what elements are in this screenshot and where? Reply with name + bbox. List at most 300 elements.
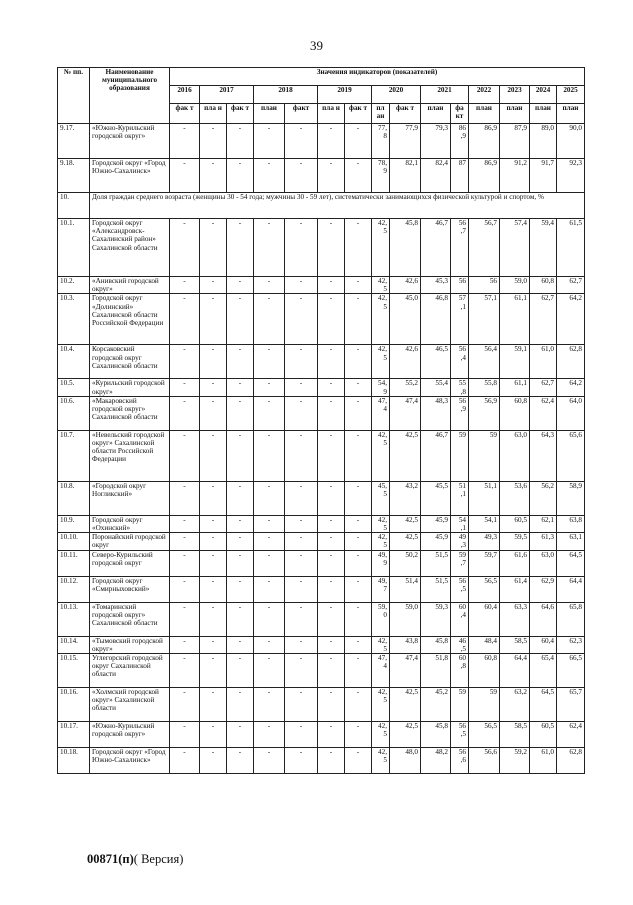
municipality-name: Северо-Курильский городской округ: [90, 550, 170, 576]
value-cell: -: [345, 379, 372, 396]
value-cell: 63,3: [500, 602, 530, 636]
municipality-name: Городской округ «Александровск-Сахалинский район» Сахалинской области: [90, 219, 170, 277]
value-cell: 49,3: [469, 533, 500, 550]
value-cell: -: [200, 345, 227, 379]
municipality-name: Городской округ «Смирныховский»: [90, 576, 170, 602]
value-cell: 87,9: [500, 124, 530, 159]
value-cell: -: [318, 636, 345, 653]
value-cell: 64,5: [530, 688, 557, 722]
footer-code: 00871(п)( Версия): [87, 852, 184, 866]
value-cell: 82,4: [421, 159, 451, 193]
indicators-table: [57, 67, 585, 774]
value-cell: -: [200, 636, 227, 653]
value-cell: -: [345, 481, 372, 515]
value-cell: -: [254, 533, 285, 550]
value-cell: -: [254, 722, 285, 748]
value-cell: -: [200, 124, 227, 159]
value-cell: 46,5: [421, 345, 451, 379]
year-header: 2021: [421, 86, 469, 104]
value-cell: 51,5: [421, 550, 451, 576]
value-cell: -: [170, 688, 200, 722]
subheader-cell: план: [469, 104, 500, 124]
value-cell: -: [285, 722, 318, 748]
value-cell: -: [318, 277, 345, 294]
value-cell: 63,2: [500, 688, 530, 722]
municipality-name: Поронайский городской округ: [90, 533, 170, 550]
value-cell: 46,7: [421, 219, 451, 277]
value-cell: 58,9: [557, 481, 585, 515]
row-number: 10.7.: [58, 430, 90, 481]
table-row: [58, 722, 585, 748]
value-cell: -: [318, 124, 345, 159]
value-cell: -: [318, 722, 345, 748]
year-header: 2022: [469, 86, 500, 104]
value-cell: -: [200, 602, 227, 636]
value-cell: -: [285, 515, 318, 532]
value-cell: 90,0: [557, 124, 585, 159]
value-cell: 48,4: [469, 636, 500, 653]
value-cell: 42, 5: [372, 294, 390, 345]
value-cell: 42,6: [390, 345, 421, 379]
value-cell: 55,8: [469, 379, 500, 396]
value-cell: -: [254, 277, 285, 294]
value-cell: -: [345, 748, 372, 774]
value-cell: -: [345, 345, 372, 379]
value-cell: 65,7: [557, 688, 585, 722]
value-cell: -: [170, 654, 200, 688]
value-cell: 61,6: [500, 550, 530, 576]
table-row: [58, 124, 585, 159]
value-cell: -: [318, 379, 345, 396]
value-cell: 86 ,9: [451, 124, 469, 159]
value-cell: -: [345, 688, 372, 722]
value-cell: 48,0: [390, 748, 421, 774]
value-cell: 56,2: [530, 481, 557, 515]
value-cell: -: [345, 294, 372, 345]
table-row: [58, 636, 585, 653]
value-cell: 54 ,1: [451, 515, 469, 532]
municipality-name: «Макаровский городской округ» Сахалинской области: [90, 396, 170, 430]
municipality-name: Городской округ «Охинский»: [90, 515, 170, 532]
row-number: 10.14.: [58, 636, 90, 653]
table-row: [58, 748, 585, 774]
value-cell: 42,5: [390, 688, 421, 722]
value-cell: -: [200, 515, 227, 532]
value-cell: 46 ,5: [451, 636, 469, 653]
value-cell: -: [254, 124, 285, 159]
value-cell: -: [285, 379, 318, 396]
value-cell: -: [318, 602, 345, 636]
value-cell: 59,5: [500, 533, 530, 550]
value-cell: -: [200, 688, 227, 722]
value-cell: 60,8: [500, 396, 530, 430]
value-cell: 55,2: [390, 379, 421, 396]
value-cell: 47, 4: [372, 396, 390, 430]
value-cell: 77,9: [390, 124, 421, 159]
value-cell: -: [227, 481, 254, 515]
value-cell: 91,2: [500, 159, 530, 193]
value-cell: -: [345, 159, 372, 193]
value-cell: 51,5: [421, 576, 451, 602]
subheader-cell: фак т: [390, 104, 421, 124]
value-cell: -: [227, 159, 254, 193]
value-cell: -: [227, 396, 254, 430]
value-cell: 91,7: [530, 159, 557, 193]
value-cell: 62,4: [530, 396, 557, 430]
value-cell: 62,7: [557, 277, 585, 294]
value-cell: -: [285, 159, 318, 193]
value-cell: 56 ,4: [451, 345, 469, 379]
row-number: 10.13.: [58, 602, 90, 636]
value-cell: -: [227, 722, 254, 748]
row-number: 10.3.: [58, 294, 90, 345]
value-cell: -: [285, 396, 318, 430]
value-cell: -: [200, 654, 227, 688]
value-cell: 77, 8: [372, 124, 390, 159]
value-cell: 65,6: [557, 430, 585, 481]
value-cell: 45,9: [421, 515, 451, 532]
value-cell: 54, 9: [372, 379, 390, 396]
value-cell: 64,4: [557, 576, 585, 602]
row-number: 10.5.: [58, 379, 90, 396]
value-cell: 42, 5: [372, 636, 390, 653]
value-cell: 60,4: [530, 636, 557, 653]
year-header: 2023: [500, 86, 530, 104]
value-cell: 61,0: [530, 748, 557, 774]
value-cell: 45,2: [421, 688, 451, 722]
value-cell: 45,9: [421, 533, 451, 550]
value-cell: 49, 7: [372, 576, 390, 602]
year-header: 2020: [372, 86, 421, 104]
value-cell: -: [254, 159, 285, 193]
table-row: [58, 430, 585, 481]
value-cell: -: [227, 688, 254, 722]
value-cell: 60,8: [530, 277, 557, 294]
value-cell: 56 ,5: [451, 722, 469, 748]
value-cell: -: [318, 294, 345, 345]
value-cell: 60 ,8: [451, 654, 469, 688]
value-cell: 62,4: [557, 722, 585, 748]
value-cell: -: [345, 602, 372, 636]
subheader-cell: план: [557, 104, 585, 124]
header-name: Наименование муниципального образования: [90, 68, 170, 124]
header-num: № пп.: [58, 68, 90, 124]
value-cell: 49 ,3: [451, 533, 469, 550]
value-cell: 51,1: [469, 481, 500, 515]
value-cell: 65,8: [557, 602, 585, 636]
value-cell: 45,5: [421, 481, 451, 515]
municipality-name: «Курильский городской округ»: [90, 379, 170, 396]
value-cell: -: [227, 576, 254, 602]
value-cell: 61,5: [557, 219, 585, 277]
value-cell: 58,5: [500, 636, 530, 653]
value-cell: 63,0: [500, 430, 530, 481]
value-cell: 59: [451, 430, 469, 481]
value-cell: 62,8: [557, 748, 585, 774]
value-cell: -: [254, 602, 285, 636]
value-cell: -: [254, 748, 285, 774]
value-cell: -: [170, 219, 200, 277]
value-cell: -: [254, 515, 285, 532]
year-header: 2024: [530, 86, 557, 104]
value-cell: 42,6: [390, 277, 421, 294]
value-cell: 62,3: [557, 636, 585, 653]
row-number: 10.12.: [58, 576, 90, 602]
value-cell: -: [285, 481, 318, 515]
table-row: [58, 654, 585, 688]
value-cell: -: [170, 722, 200, 748]
value-cell: -: [170, 550, 200, 576]
value-cell: -: [285, 533, 318, 550]
value-cell: 78, 9: [372, 159, 390, 193]
row-number: 10.9.: [58, 515, 90, 532]
section-title: Доля граждан среднего возраста (женщины 30 - 54 года; мужчины 30 - 59 лет), систематически занимающихся физической культурой и спортом, %: [90, 193, 585, 219]
value-cell: 62,8: [557, 345, 585, 379]
value-cell: -: [285, 219, 318, 277]
value-cell: -: [227, 219, 254, 277]
municipality-name: «Анивский городской округ»: [90, 277, 170, 294]
value-cell: 61,4: [500, 576, 530, 602]
value-cell: -: [318, 550, 345, 576]
value-cell: -: [318, 219, 345, 277]
value-cell: -: [227, 294, 254, 345]
municipality-name: «Невельский городской округ» Сахалинской области Российской Федерации: [90, 430, 170, 481]
section-row: [58, 193, 585, 219]
value-cell: 62,7: [530, 379, 557, 396]
value-cell: 49, 9: [372, 550, 390, 576]
row-number: 10.16.: [58, 688, 90, 722]
municipality-name: «Томаринский городской округ» Сахалинской области: [90, 602, 170, 636]
value-cell: 48,3: [421, 396, 451, 430]
value-cell: -: [285, 654, 318, 688]
value-cell: 64,3: [530, 430, 557, 481]
value-cell: -: [200, 396, 227, 430]
value-cell: -: [318, 396, 345, 430]
value-cell: 47,4: [390, 654, 421, 688]
value-cell: -: [345, 219, 372, 277]
value-cell: 46,7: [421, 430, 451, 481]
value-cell: -: [227, 602, 254, 636]
row-number: 10.11.: [58, 550, 90, 576]
value-cell: -: [254, 294, 285, 345]
value-cell: -: [227, 515, 254, 532]
row-number: 10.18.: [58, 748, 90, 774]
value-cell: 42,5: [390, 533, 421, 550]
value-cell: -: [345, 533, 372, 550]
table-row: [58, 688, 585, 722]
row-number: 10.1.: [58, 219, 90, 277]
value-cell: 55 ,8: [451, 379, 469, 396]
value-cell: 47,4: [390, 396, 421, 430]
value-cell: 60,5: [500, 515, 530, 532]
subheader-cell: фак т: [227, 104, 254, 124]
municipality-name: Городской округ «Город Южно-Сахалинск»: [90, 159, 170, 193]
value-cell: -: [318, 159, 345, 193]
value-cell: -: [254, 379, 285, 396]
value-cell: -: [170, 602, 200, 636]
municipality-name: «Южно-Курильский городской округ»: [90, 722, 170, 748]
value-cell: 56,6: [469, 748, 500, 774]
subheader-cell: пла н: [318, 104, 345, 124]
value-cell: -: [227, 550, 254, 576]
value-cell: 42, 5: [372, 345, 390, 379]
municipality-name: «Городской округ Ногликский»: [90, 481, 170, 515]
value-cell: 59: [469, 688, 500, 722]
value-cell: -: [200, 277, 227, 294]
value-cell: 61,1: [500, 379, 530, 396]
value-cell: -: [285, 550, 318, 576]
value-cell: -: [170, 277, 200, 294]
value-cell: -: [227, 430, 254, 481]
subheader-cell: план: [254, 104, 285, 124]
municipality-name: Городской округ «Долинский» Сахалинской области Российской Федерации: [90, 294, 170, 345]
value-cell: 58,5: [500, 722, 530, 748]
value-cell: 59,0: [390, 602, 421, 636]
year-header: 2016: [170, 86, 200, 104]
value-cell: -: [345, 654, 372, 688]
year-header: 2017: [200, 86, 254, 104]
value-cell: 57,4: [500, 219, 530, 277]
value-cell: 64,2: [557, 294, 585, 345]
subheader-cell: план: [530, 104, 557, 124]
value-cell: 56,9: [469, 396, 500, 430]
value-cell: 51,8: [421, 654, 451, 688]
value-cell: -: [227, 654, 254, 688]
value-cell: 43,2: [390, 481, 421, 515]
value-cell: 42, 5: [372, 533, 390, 550]
table-row: [58, 576, 585, 602]
value-cell: -: [285, 602, 318, 636]
row-number: 9.17.: [58, 124, 90, 159]
value-cell: -: [254, 576, 285, 602]
value-cell: -: [227, 124, 254, 159]
value-cell: 63,1: [557, 533, 585, 550]
value-cell: 45,8: [421, 636, 451, 653]
value-cell: -: [200, 481, 227, 515]
value-cell: 45,3: [421, 277, 451, 294]
value-cell: -: [318, 576, 345, 602]
value-cell: -: [318, 515, 345, 532]
value-cell: 64,6: [530, 602, 557, 636]
value-cell: -: [345, 636, 372, 653]
value-cell: -: [318, 481, 345, 515]
value-cell: 66,5: [557, 654, 585, 688]
value-cell: -: [254, 430, 285, 481]
value-cell: 42, 5: [372, 430, 390, 481]
value-cell: 42,5: [390, 722, 421, 748]
value-cell: -: [285, 430, 318, 481]
subheader-cell: фак т: [170, 104, 200, 124]
value-cell: 56,4: [469, 345, 500, 379]
value-cell: -: [345, 576, 372, 602]
value-cell: -: [227, 748, 254, 774]
value-cell: -: [254, 219, 285, 277]
value-cell: 60,5: [530, 722, 557, 748]
value-cell: 56 ,5: [451, 576, 469, 602]
table-row: [58, 533, 585, 550]
subheader-cell: фа кт: [451, 104, 469, 124]
value-cell: 64,2: [557, 379, 585, 396]
municipality-name: «Тымовский городской округ»: [90, 636, 170, 653]
value-cell: 64,0: [557, 396, 585, 430]
value-cell: 59,1: [500, 345, 530, 379]
value-cell: -: [345, 124, 372, 159]
value-cell: -: [285, 748, 318, 774]
value-cell: 63,8: [557, 515, 585, 532]
value-cell: -: [200, 379, 227, 396]
value-cell: 45,0: [390, 294, 421, 345]
value-cell: 60 ,4: [451, 602, 469, 636]
value-cell: -: [254, 550, 285, 576]
value-cell: 56,5: [469, 722, 500, 748]
table-row: [58, 602, 585, 636]
value-cell: 42,5: [390, 515, 421, 532]
value-cell: 42, 5: [372, 219, 390, 277]
value-cell: -: [254, 688, 285, 722]
row-number: 9.18.: [58, 159, 90, 193]
value-cell: 82,1: [390, 159, 421, 193]
value-cell: 87: [451, 159, 469, 193]
value-cell: -: [170, 515, 200, 532]
value-cell: -: [200, 748, 227, 774]
row-number: 10.15.: [58, 654, 90, 688]
value-cell: 56,5: [469, 576, 500, 602]
table-row: [58, 396, 585, 430]
value-cell: -: [227, 533, 254, 550]
value-cell: -: [200, 576, 227, 602]
value-cell: -: [200, 722, 227, 748]
row-number: 10.8.: [58, 481, 90, 515]
value-cell: -: [170, 576, 200, 602]
municipality-name: Корсаковский городской округ Сахалинской области: [90, 345, 170, 379]
row-number: 10.10.: [58, 533, 90, 550]
value-cell: -: [285, 277, 318, 294]
value-cell: 59,4: [530, 219, 557, 277]
value-cell: -: [200, 533, 227, 550]
value-cell: 50,2: [390, 550, 421, 576]
table-row: [58, 294, 585, 345]
value-cell: -: [345, 515, 372, 532]
value-cell: 53,6: [500, 481, 530, 515]
value-cell: 56 ,7: [451, 219, 469, 277]
value-cell: -: [200, 430, 227, 481]
value-cell: -: [345, 396, 372, 430]
value-cell: 48,2: [421, 748, 451, 774]
value-cell: 86,9: [469, 159, 500, 193]
municipality-name: «Холмский городской округ» Сахалинской области: [90, 688, 170, 722]
value-cell: -: [345, 277, 372, 294]
value-cell: -: [170, 636, 200, 653]
value-cell: -: [227, 636, 254, 653]
table-row: [58, 515, 585, 532]
row-number: 10.6.: [58, 396, 90, 430]
value-cell: -: [170, 396, 200, 430]
header-values: Значения индикаторов (показателей): [170, 68, 585, 86]
value-cell: 59,2: [500, 748, 530, 774]
value-cell: 62,9: [530, 576, 557, 602]
value-cell: -: [285, 345, 318, 379]
value-cell: 42, 5: [372, 515, 390, 532]
value-cell: 61,3: [530, 533, 557, 550]
value-cell: 63,0: [530, 550, 557, 576]
value-cell: -: [170, 294, 200, 345]
value-cell: 47, 4: [372, 654, 390, 688]
value-cell: -: [227, 277, 254, 294]
value-cell: 43,8: [390, 636, 421, 653]
value-cell: 59: [451, 688, 469, 722]
year-header: 2019: [318, 86, 372, 104]
table-row: [58, 550, 585, 576]
